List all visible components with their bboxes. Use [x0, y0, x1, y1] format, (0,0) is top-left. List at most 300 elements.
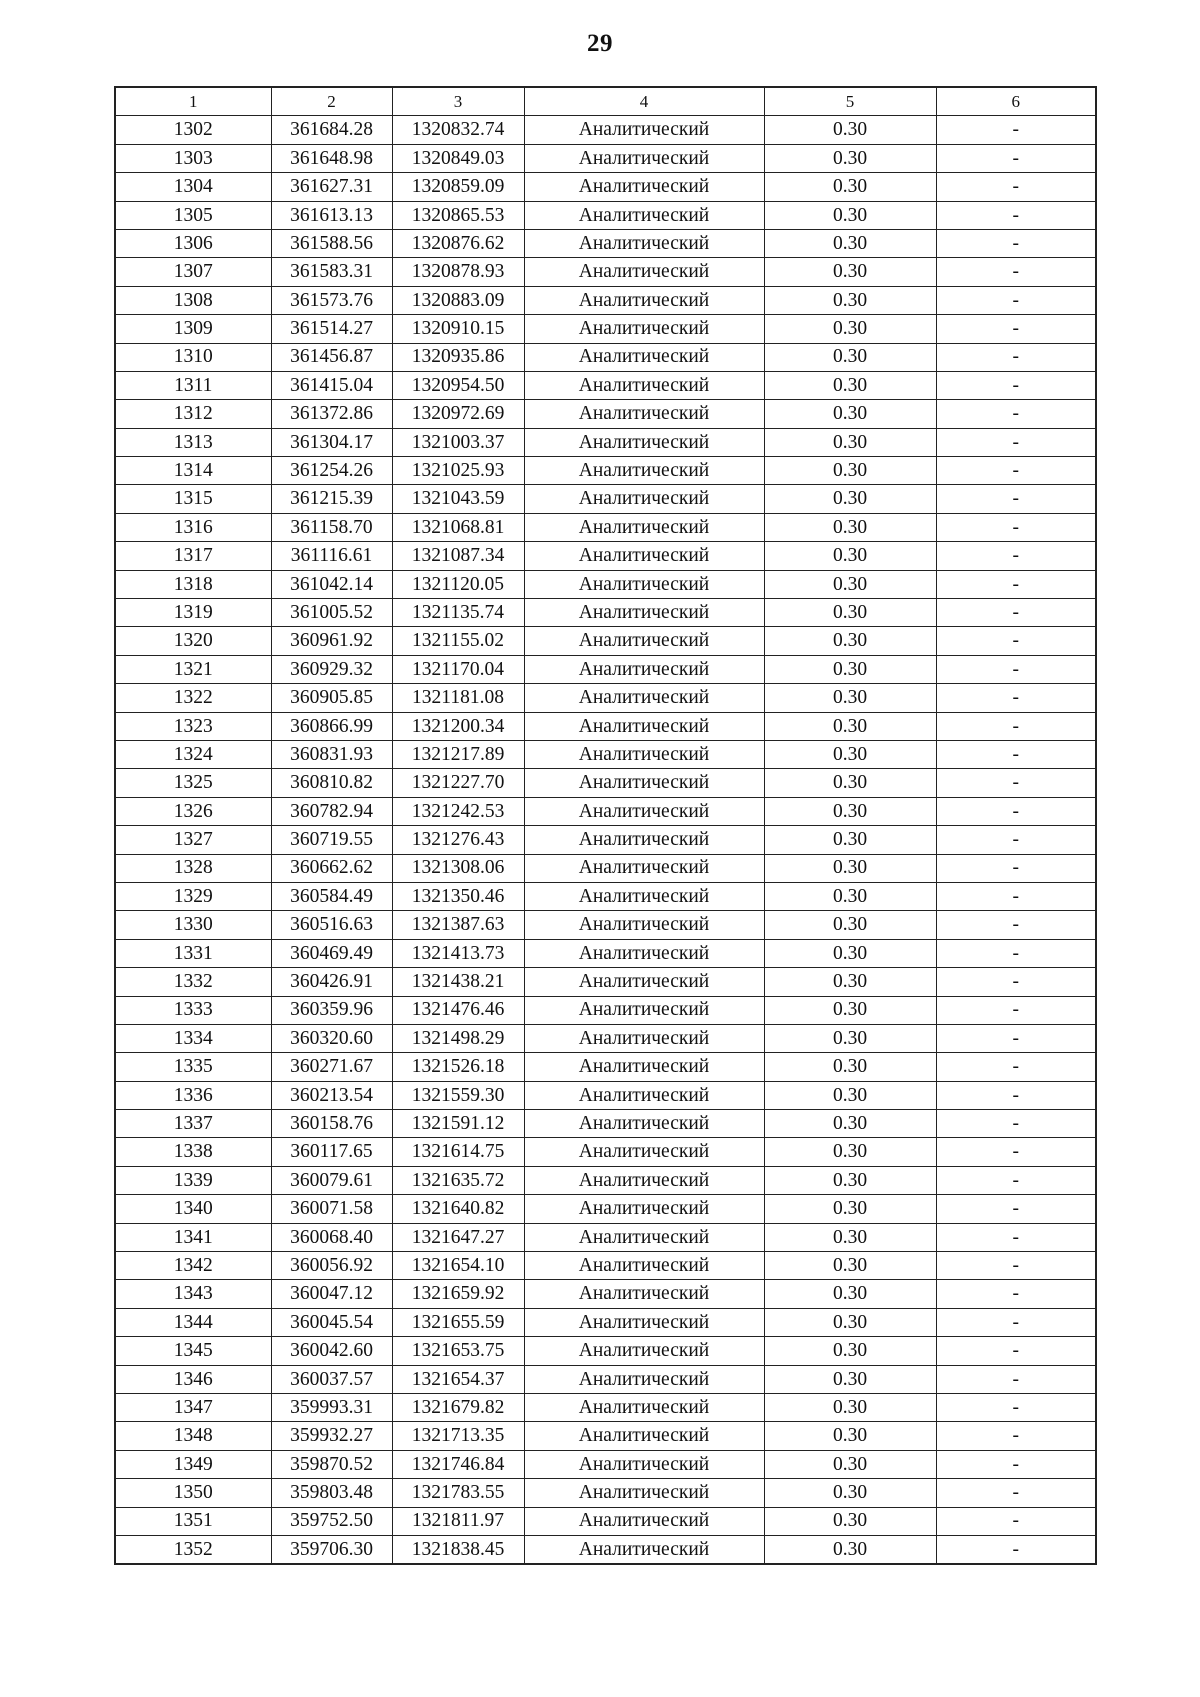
table-row [115, 229, 1096, 257]
note-cell: - [936, 712, 1096, 740]
note-cell: - [936, 740, 1096, 768]
accuracy-cell: 0.30 [764, 1053, 936, 1081]
accuracy-cell: 0.30 [764, 826, 936, 854]
note-cell: - [936, 1138, 1096, 1166]
y-coordinate-cell: 1320865.53 [392, 201, 524, 229]
method-cell: Аналитический [524, 712, 764, 740]
x-coordinate-cell: 359870.52 [271, 1450, 392, 1478]
accuracy-cell: 0.30 [764, 882, 936, 910]
point-number-cell: 1313 [115, 428, 271, 456]
y-coordinate-cell: 1321647.27 [392, 1223, 524, 1251]
table-row [115, 343, 1096, 371]
y-coordinate-cell: 1321614.75 [392, 1138, 524, 1166]
x-coordinate-cell: 359803.48 [271, 1479, 392, 1507]
method-cell: Аналитический [524, 1138, 764, 1166]
point-number-cell: 1312 [115, 400, 271, 428]
method-cell: Аналитический [524, 826, 764, 854]
method-cell: Аналитический [524, 655, 764, 683]
note-cell: - [936, 769, 1096, 797]
column-header-1: 1 [115, 87, 271, 116]
table-row [115, 1024, 1096, 1052]
x-coordinate-cell: 360117.65 [271, 1138, 392, 1166]
method-cell: Аналитический [524, 939, 764, 967]
point-number-cell: 1351 [115, 1507, 271, 1535]
table-row [115, 655, 1096, 683]
note-cell: - [936, 1479, 1096, 1507]
x-coordinate-cell: 359706.30 [271, 1535, 392, 1564]
point-number-cell: 1323 [115, 712, 271, 740]
method-cell: Аналитический [524, 173, 764, 201]
method-cell: Аналитический [524, 769, 764, 797]
method-cell: Аналитический [524, 1479, 764, 1507]
x-coordinate-cell: 361415.04 [271, 371, 392, 399]
note-cell: - [936, 1450, 1096, 1478]
accuracy-cell: 0.30 [764, 144, 936, 172]
x-coordinate-cell: 360469.49 [271, 939, 392, 967]
note-cell: - [936, 173, 1096, 201]
note-cell: - [936, 1081, 1096, 1109]
method-cell: Аналитический [524, 258, 764, 286]
note-cell: - [936, 1166, 1096, 1194]
y-coordinate-cell: 1321120.05 [392, 570, 524, 598]
x-coordinate-cell: 360213.54 [271, 1081, 392, 1109]
note-cell: - [936, 655, 1096, 683]
x-coordinate-cell: 361254.26 [271, 457, 392, 485]
y-coordinate-cell: 1320972.69 [392, 400, 524, 428]
accuracy-cell: 0.30 [764, 627, 936, 655]
point-number-cell: 1310 [115, 343, 271, 371]
y-coordinate-cell: 1321087.34 [392, 542, 524, 570]
y-coordinate-cell: 1321242.53 [392, 797, 524, 825]
note-cell: - [936, 315, 1096, 343]
method-cell: Аналитический [524, 854, 764, 882]
method-cell: Аналитический [524, 485, 764, 513]
point-number-cell: 1330 [115, 911, 271, 939]
point-number-cell: 1350 [115, 1479, 271, 1507]
table-row [115, 1479, 1096, 1507]
table-row [115, 1422, 1096, 1450]
method-cell: Аналитический [524, 1507, 764, 1535]
note-cell: - [936, 286, 1096, 314]
point-number-cell: 1316 [115, 513, 271, 541]
note-cell: - [936, 1507, 1096, 1535]
x-coordinate-cell: 361005.52 [271, 599, 392, 627]
method-cell: Аналитический [524, 911, 764, 939]
accuracy-cell: 0.30 [764, 1450, 936, 1478]
accuracy-cell: 0.30 [764, 1252, 936, 1280]
x-coordinate-cell: 361583.31 [271, 258, 392, 286]
y-coordinate-cell: 1321350.46 [392, 882, 524, 910]
table-row [115, 684, 1096, 712]
accuracy-cell: 0.30 [764, 1365, 936, 1393]
point-number-cell: 1309 [115, 315, 271, 343]
method-cell: Аналитический [524, 201, 764, 229]
accuracy-cell: 0.30 [764, 1422, 936, 1450]
note-cell: - [936, 400, 1096, 428]
note-cell: - [936, 1393, 1096, 1421]
y-coordinate-cell: 1320954.50 [392, 371, 524, 399]
y-coordinate-cell: 1320876.62 [392, 229, 524, 257]
x-coordinate-cell: 360831.93 [271, 740, 392, 768]
method-cell: Аналитический [524, 684, 764, 712]
table-row [115, 286, 1096, 314]
accuracy-cell: 0.30 [764, 1337, 936, 1365]
y-coordinate-cell: 1321838.45 [392, 1535, 524, 1564]
note-cell: - [936, 144, 1096, 172]
x-coordinate-cell: 360426.91 [271, 968, 392, 996]
method-cell: Аналитический [524, 1337, 764, 1365]
table-row [115, 1280, 1096, 1308]
note-cell: - [936, 1053, 1096, 1081]
header-row [115, 87, 1096, 116]
method-cell: Аналитический [524, 343, 764, 371]
x-coordinate-cell: 360929.32 [271, 655, 392, 683]
x-coordinate-cell: 360158.76 [271, 1110, 392, 1138]
point-number-cell: 1346 [115, 1365, 271, 1393]
point-number-cell: 1311 [115, 371, 271, 399]
y-coordinate-cell: 1321276.43 [392, 826, 524, 854]
point-number-cell: 1325 [115, 769, 271, 797]
x-coordinate-cell: 360068.40 [271, 1223, 392, 1251]
table-row [115, 1166, 1096, 1194]
y-coordinate-cell: 1320910.15 [392, 315, 524, 343]
point-number-cell: 1334 [115, 1024, 271, 1052]
y-coordinate-cell: 1320849.03 [392, 144, 524, 172]
table-row [115, 1393, 1096, 1421]
accuracy-cell: 0.30 [764, 173, 936, 201]
x-coordinate-cell: 361116.61 [271, 542, 392, 570]
x-coordinate-cell: 360047.12 [271, 1280, 392, 1308]
table-row [115, 400, 1096, 428]
point-number-cell: 1328 [115, 854, 271, 882]
accuracy-cell: 0.30 [764, 371, 936, 399]
accuracy-cell: 0.30 [764, 740, 936, 768]
method-cell: Аналитический [524, 740, 764, 768]
note-cell: - [936, 513, 1096, 541]
table-row [115, 712, 1096, 740]
y-coordinate-cell: 1321526.18 [392, 1053, 524, 1081]
method-cell: Аналитический [524, 229, 764, 257]
point-number-cell: 1326 [115, 797, 271, 825]
table-row [115, 116, 1096, 144]
y-coordinate-cell: 1321387.63 [392, 911, 524, 939]
y-coordinate-cell: 1321217.89 [392, 740, 524, 768]
x-coordinate-cell: 360271.67 [271, 1053, 392, 1081]
method-cell: Аналитический [524, 1393, 764, 1421]
point-number-cell: 1322 [115, 684, 271, 712]
accuracy-cell: 0.30 [764, 797, 936, 825]
y-coordinate-cell: 1321746.84 [392, 1450, 524, 1478]
table-row [115, 1053, 1096, 1081]
y-coordinate-cell: 1321227.70 [392, 769, 524, 797]
method-cell: Аналитический [524, 1280, 764, 1308]
note-cell: - [936, 797, 1096, 825]
note-cell: - [936, 1535, 1096, 1564]
accuracy-cell: 0.30 [764, 599, 936, 627]
y-coordinate-cell: 1321476.46 [392, 996, 524, 1024]
column-header-4: 4 [524, 87, 764, 116]
method-cell: Аналитический [524, 1223, 764, 1251]
accuracy-cell: 0.30 [764, 286, 936, 314]
y-coordinate-cell: 1321043.59 [392, 485, 524, 513]
table-row [115, 854, 1096, 882]
x-coordinate-cell: 359932.27 [271, 1422, 392, 1450]
table-row [115, 1110, 1096, 1138]
y-coordinate-cell: 1320935.86 [392, 343, 524, 371]
y-coordinate-cell: 1321025.93 [392, 457, 524, 485]
point-number-cell: 1305 [115, 201, 271, 229]
y-coordinate-cell: 1321155.02 [392, 627, 524, 655]
accuracy-cell: 0.30 [764, 1081, 936, 1109]
table-row [115, 882, 1096, 910]
x-coordinate-cell: 361573.76 [271, 286, 392, 314]
y-coordinate-cell: 1321135.74 [392, 599, 524, 627]
y-coordinate-cell: 1321811.97 [392, 1507, 524, 1535]
x-coordinate-cell: 360961.92 [271, 627, 392, 655]
note-cell: - [936, 627, 1096, 655]
table-row [115, 1138, 1096, 1166]
point-number-cell: 1327 [115, 826, 271, 854]
table-row [115, 1308, 1096, 1336]
note-cell: - [936, 684, 1096, 712]
y-coordinate-cell: 1321640.82 [392, 1195, 524, 1223]
y-coordinate-cell: 1321653.75 [392, 1337, 524, 1365]
accuracy-cell: 0.30 [764, 428, 936, 456]
accuracy-cell: 0.30 [764, 996, 936, 1024]
point-number-cell: 1321 [115, 655, 271, 683]
note-cell: - [936, 116, 1096, 144]
accuracy-cell: 0.30 [764, 570, 936, 598]
x-coordinate-cell: 360782.94 [271, 797, 392, 825]
note-cell: - [936, 258, 1096, 286]
x-coordinate-cell: 360071.58 [271, 1195, 392, 1223]
method-cell: Аналитический [524, 315, 764, 343]
table-row [115, 911, 1096, 939]
note-cell: - [936, 428, 1096, 456]
accuracy-cell: 0.30 [764, 116, 936, 144]
x-coordinate-cell: 360866.99 [271, 712, 392, 740]
point-number-cell: 1302 [115, 116, 271, 144]
note-cell: - [936, 1024, 1096, 1052]
x-coordinate-cell: 361627.31 [271, 173, 392, 201]
y-coordinate-cell: 1321655.59 [392, 1308, 524, 1336]
accuracy-cell: 0.30 [764, 684, 936, 712]
point-number-cell: 1340 [115, 1195, 271, 1223]
table-row [115, 627, 1096, 655]
table-row [115, 1337, 1096, 1365]
x-coordinate-cell: 360662.62 [271, 854, 392, 882]
accuracy-cell: 0.30 [764, 542, 936, 570]
method-cell: Аналитический [524, 286, 764, 314]
note-cell: - [936, 996, 1096, 1024]
x-coordinate-cell: 361158.70 [271, 513, 392, 541]
table-row [115, 599, 1096, 627]
accuracy-cell: 0.30 [764, 1024, 936, 1052]
accuracy-cell: 0.30 [764, 258, 936, 286]
method-cell: Аналитический [524, 1450, 764, 1478]
y-coordinate-cell: 1321659.92 [392, 1280, 524, 1308]
y-coordinate-cell: 1321713.35 [392, 1422, 524, 1450]
page-number: 29 [587, 30, 613, 57]
point-number-cell: 1304 [115, 173, 271, 201]
accuracy-cell: 0.30 [764, 485, 936, 513]
point-number-cell: 1345 [115, 1337, 271, 1365]
note-cell: - [936, 1110, 1096, 1138]
x-coordinate-cell: 360810.82 [271, 769, 392, 797]
note-cell: - [936, 371, 1096, 399]
x-coordinate-cell: 360516.63 [271, 911, 392, 939]
x-coordinate-cell: 359993.31 [271, 1393, 392, 1421]
note-cell: - [936, 1365, 1096, 1393]
y-coordinate-cell: 1321559.30 [392, 1081, 524, 1109]
table-row [115, 513, 1096, 541]
method-cell: Аналитический [524, 428, 764, 456]
method-cell: Аналитический [524, 400, 764, 428]
x-coordinate-cell: 359752.50 [271, 1507, 392, 1535]
table-row [115, 173, 1096, 201]
method-cell: Аналитический [524, 1252, 764, 1280]
note-cell: - [936, 939, 1096, 967]
column-header-2: 2 [271, 87, 392, 116]
note-cell: - [936, 542, 1096, 570]
method-cell: Аналитический [524, 371, 764, 399]
x-coordinate-cell: 360905.85 [271, 684, 392, 712]
y-coordinate-cell: 1321591.12 [392, 1110, 524, 1138]
x-coordinate-cell: 360042.60 [271, 1337, 392, 1365]
accuracy-cell: 0.30 [764, 712, 936, 740]
note-cell: - [936, 343, 1096, 371]
accuracy-cell: 0.30 [764, 655, 936, 683]
accuracy-cell: 0.30 [764, 457, 936, 485]
table-row [115, 740, 1096, 768]
accuracy-cell: 0.30 [764, 911, 936, 939]
y-coordinate-cell: 1321654.37 [392, 1365, 524, 1393]
accuracy-cell: 0.30 [764, 229, 936, 257]
x-coordinate-cell: 360719.55 [271, 826, 392, 854]
table-row [115, 968, 1096, 996]
column-header-6: 6 [936, 87, 1096, 116]
accuracy-cell: 0.30 [764, 854, 936, 882]
accuracy-cell: 0.30 [764, 769, 936, 797]
point-number-cell: 1342 [115, 1252, 271, 1280]
point-number-cell: 1348 [115, 1422, 271, 1450]
x-coordinate-cell: 361514.27 [271, 315, 392, 343]
table-row [115, 996, 1096, 1024]
table-row [115, 542, 1096, 570]
accuracy-cell: 0.30 [764, 1195, 936, 1223]
x-coordinate-cell: 361684.28 [271, 116, 392, 144]
accuracy-cell: 0.30 [764, 968, 936, 996]
table-row [115, 1252, 1096, 1280]
table-row [115, 797, 1096, 825]
note-cell: - [936, 1280, 1096, 1308]
point-number-cell: 1338 [115, 1138, 271, 1166]
x-coordinate-cell: 360037.57 [271, 1365, 392, 1393]
point-number-cell: 1320 [115, 627, 271, 655]
note-cell: - [936, 599, 1096, 627]
table-row [115, 371, 1096, 399]
point-number-cell: 1317 [115, 542, 271, 570]
column-header-5: 5 [764, 87, 936, 116]
point-number-cell: 1336 [115, 1081, 271, 1109]
point-number-cell: 1332 [115, 968, 271, 996]
accuracy-cell: 0.30 [764, 939, 936, 967]
method-cell: Аналитический [524, 144, 764, 172]
note-cell: - [936, 1308, 1096, 1336]
accuracy-cell: 0.30 [764, 1479, 936, 1507]
note-cell: - [936, 1422, 1096, 1450]
x-coordinate-cell: 361588.56 [271, 229, 392, 257]
point-number-cell: 1319 [115, 599, 271, 627]
y-coordinate-cell: 1321068.81 [392, 513, 524, 541]
table-row [115, 826, 1096, 854]
y-coordinate-cell: 1321200.34 [392, 712, 524, 740]
table-row [115, 1507, 1096, 1535]
method-cell: Аналитический [524, 1166, 764, 1194]
method-cell: Аналитический [524, 116, 764, 144]
note-cell: - [936, 826, 1096, 854]
y-coordinate-cell: 1321654.10 [392, 1252, 524, 1280]
note-cell: - [936, 457, 1096, 485]
method-cell: Аналитический [524, 996, 764, 1024]
table-row [115, 428, 1096, 456]
note-cell: - [936, 1337, 1096, 1365]
method-cell: Аналитический [524, 542, 764, 570]
note-cell: - [936, 229, 1096, 257]
accuracy-cell: 0.30 [764, 1507, 936, 1535]
x-coordinate-cell: 361648.98 [271, 144, 392, 172]
table-row [115, 258, 1096, 286]
y-coordinate-cell: 1321679.82 [392, 1393, 524, 1421]
method-cell: Аналитический [524, 1422, 764, 1450]
method-cell: Аналитический [524, 882, 764, 910]
note-cell: - [936, 968, 1096, 996]
point-number-cell: 1344 [115, 1308, 271, 1336]
y-coordinate-cell: 1321783.55 [392, 1479, 524, 1507]
accuracy-cell: 0.30 [764, 1280, 936, 1308]
y-coordinate-cell: 1321003.37 [392, 428, 524, 456]
accuracy-cell: 0.30 [764, 343, 936, 371]
table-row [115, 1365, 1096, 1393]
method-cell: Аналитический [524, 968, 764, 996]
y-coordinate-cell: 1320883.09 [392, 286, 524, 314]
table-row [115, 1223, 1096, 1251]
accuracy-cell: 0.30 [764, 1308, 936, 1336]
point-number-cell: 1341 [115, 1223, 271, 1251]
accuracy-cell: 0.30 [764, 1393, 936, 1421]
method-cell: Аналитический [524, 1365, 764, 1393]
accuracy-cell: 0.30 [764, 400, 936, 428]
method-cell: Аналитический [524, 457, 764, 485]
table-row [115, 485, 1096, 513]
note-cell: - [936, 1252, 1096, 1280]
point-number-cell: 1347 [115, 1393, 271, 1421]
point-number-cell: 1318 [115, 570, 271, 598]
method-cell: Аналитический [524, 797, 764, 825]
x-coordinate-cell: 360056.92 [271, 1252, 392, 1280]
note-cell: - [936, 570, 1096, 598]
table-row [115, 1081, 1096, 1109]
method-cell: Аналитический [524, 1110, 764, 1138]
point-number-cell: 1333 [115, 996, 271, 1024]
x-coordinate-cell: 361042.14 [271, 570, 392, 598]
table-row [115, 1195, 1096, 1223]
y-coordinate-cell: 1321308.06 [392, 854, 524, 882]
table-row [115, 315, 1096, 343]
table-row [115, 144, 1096, 172]
x-coordinate-cell: 361215.39 [271, 485, 392, 513]
point-number-cell: 1329 [115, 882, 271, 910]
